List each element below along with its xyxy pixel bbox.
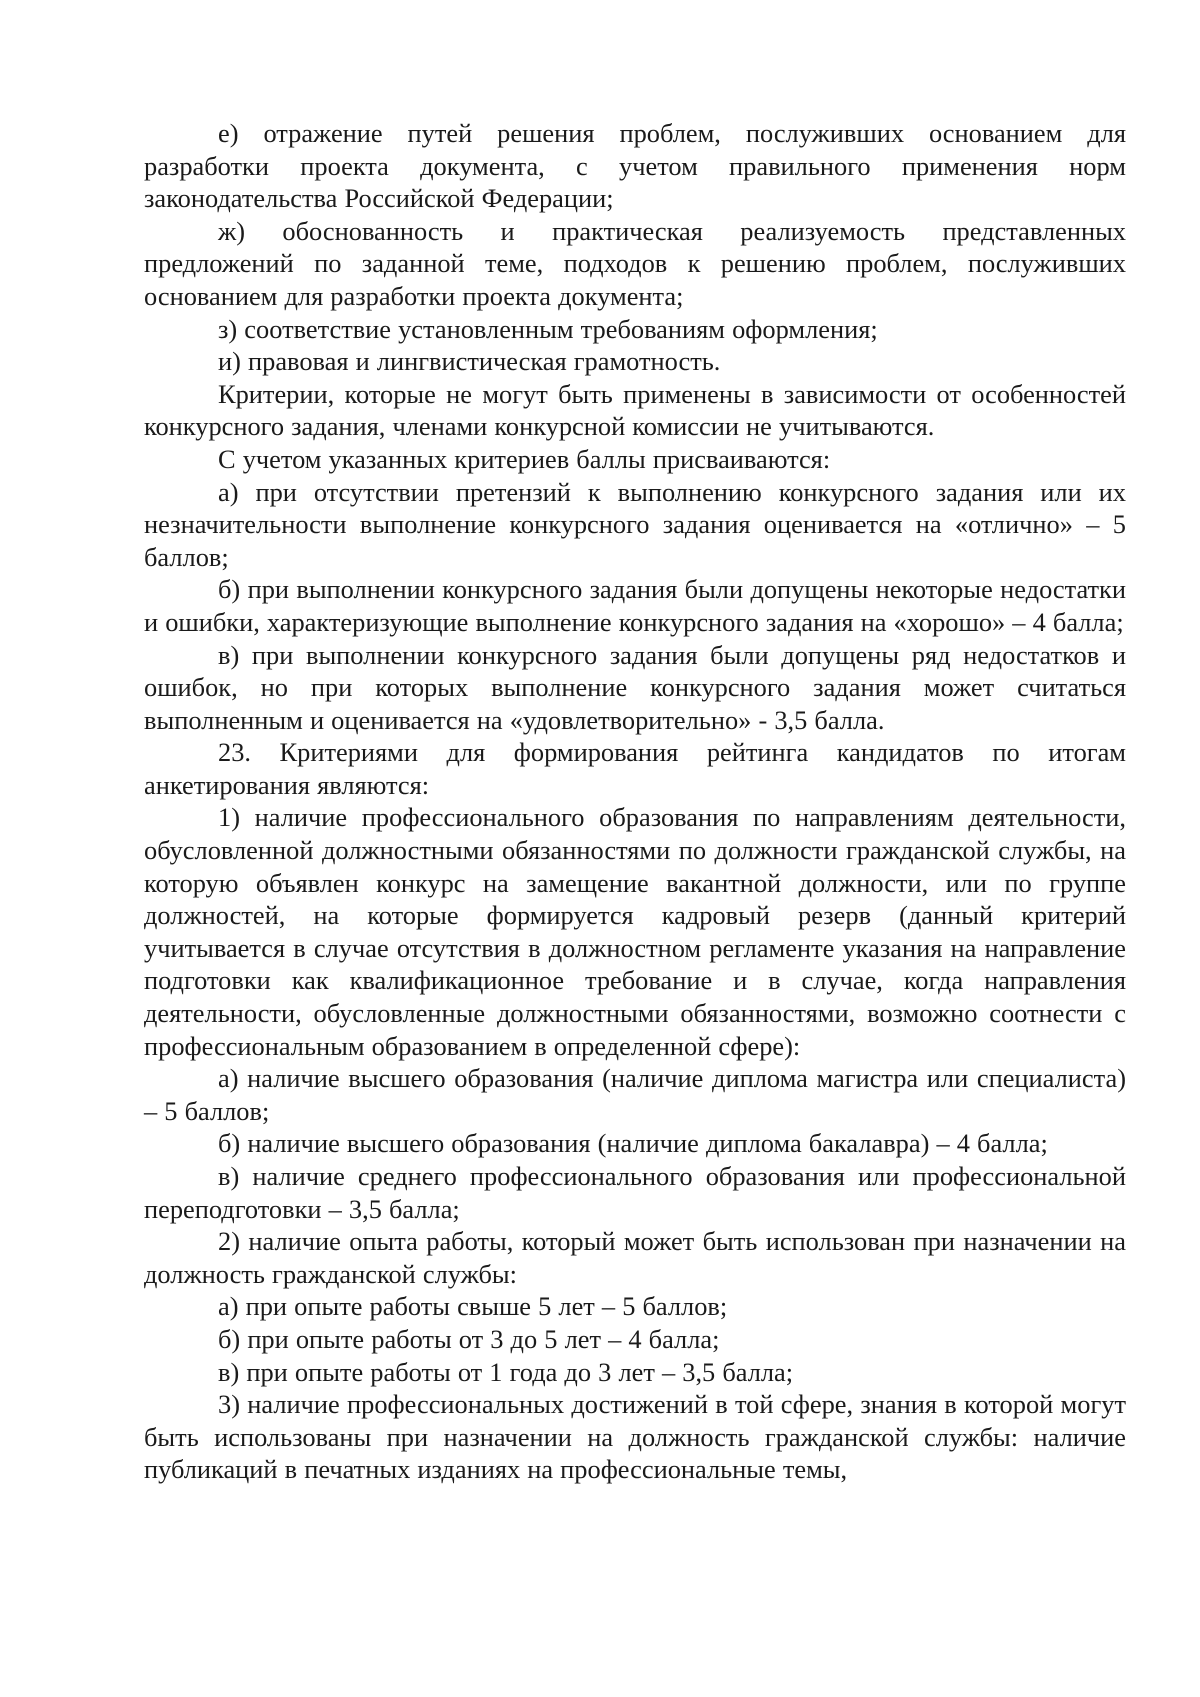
paragraph-experience-over-5: а) при опыте работы свыше 5 лет – 5 баллов; <box>218 1291 728 1322</box>
document-body <box>144 117 1126 1486</box>
paragraph-section-23: 23. Критериями для формирования рейтинга кандидатов по итогам анкетирования являются: <box>144 737 1126 800</box>
paragraph-criteria-note: Критерии, которые не могут быть применены в зависимости от особенностей конкурсного задания, членами конкурсной комиссии не учитываются. <box>144 378 1126 442</box>
paragraph-experience-1-to-3: в) при опыте работы от 1 года до 3 лет – 3,5 балла; <box>218 1356 794 1387</box>
paragraph-item-e: е) отражение путей решения проблем, послуживших основанием для разработки проекта документа, с учетом правильного применения норм законодательства Российской Федерации; <box>144 118 1126 214</box>
paragraph-criterion-experience: 2) наличие опыта работы, который может быть использован при назначении на должность гражданской службы: <box>144 1226 1126 1289</box>
paragraph-item-z: з) соответствие установленным требованиям оформления; <box>218 313 878 344</box>
paragraph-item-zh: ж) обоснованность и практическая реализуемость представленных предложений по заданной теме, подходов к решению проблем, послуживших основанием для разработки проекта документа; <box>144 215 1126 311</box>
paragraph-criterion-achievements: 3) наличие профессиональных достижений в той сфере, знания в которой могут быть использованы при назначении на должность гражданской службы: наличие публикаций в печатных изданиях на профессиональные темы, <box>144 1389 1126 1485</box>
paragraph-score-good: б) при выполнении конкурсного задания были допущены некоторые недостатки и ошибки, характеризующие выполнение конкурсного задания на «хорошо» – 4 балла; <box>144 574 1126 637</box>
paragraph-criterion-education: 1) наличие профессионального образования по направлениям деятельности, обусловленной должностными обязанностями по должности гражданской службы, на которую объявлен конкурс на замещение вакантной должности, или по группе должностей, на которые формируется кадровый резерв (данный критерий учитывается в случае отсутствия в должностном регламенте указания на направление подготовки как квалификационное требование и в случае, когда направления деятельности, обусловленные должностными обязанностями, возможно соотнести с профессиональным образованием в определенной сфере): <box>144 802 1126 1061</box>
paragraph-education-master: а) наличие высшего образования (наличие диплома магистра или специалиста) – 5 баллов; <box>144 1063 1126 1126</box>
paragraph-scoring-intro: С учетом указанных критериев баллы присваиваются: <box>218 443 831 474</box>
paragraph-experience-3-to-5: б) при опыте работы от 3 до 5 лет – 4 балла; <box>218 1323 720 1354</box>
paragraph-score-satisfactory: в) при выполнении конкурсного задания были допущены ряд недостатков и ошибок, но при которых выполнение конкурсного задания может считаться выполненным и оценивается на «удовлетворительно» - 3,5 балла. <box>144 639 1126 735</box>
paragraph-education-bachelor: б) наличие высшего образования (наличие диплома бакалавра) – 4 балла; <box>218 1128 1048 1159</box>
paragraph-item-i: и) правовая и лингвистическая грамотность. <box>218 346 721 377</box>
paragraph-score-excellent: а) при отсутствии претензий к выполнению конкурсного задания или их незначительности выполнение конкурсного задания оценивается на «отлично» – 5 баллов; <box>144 476 1126 572</box>
paragraph-education-secondary: в) наличие среднего профессионального образования или профессиональной переподготовки – 3,5 балла; <box>144 1161 1126 1224</box>
